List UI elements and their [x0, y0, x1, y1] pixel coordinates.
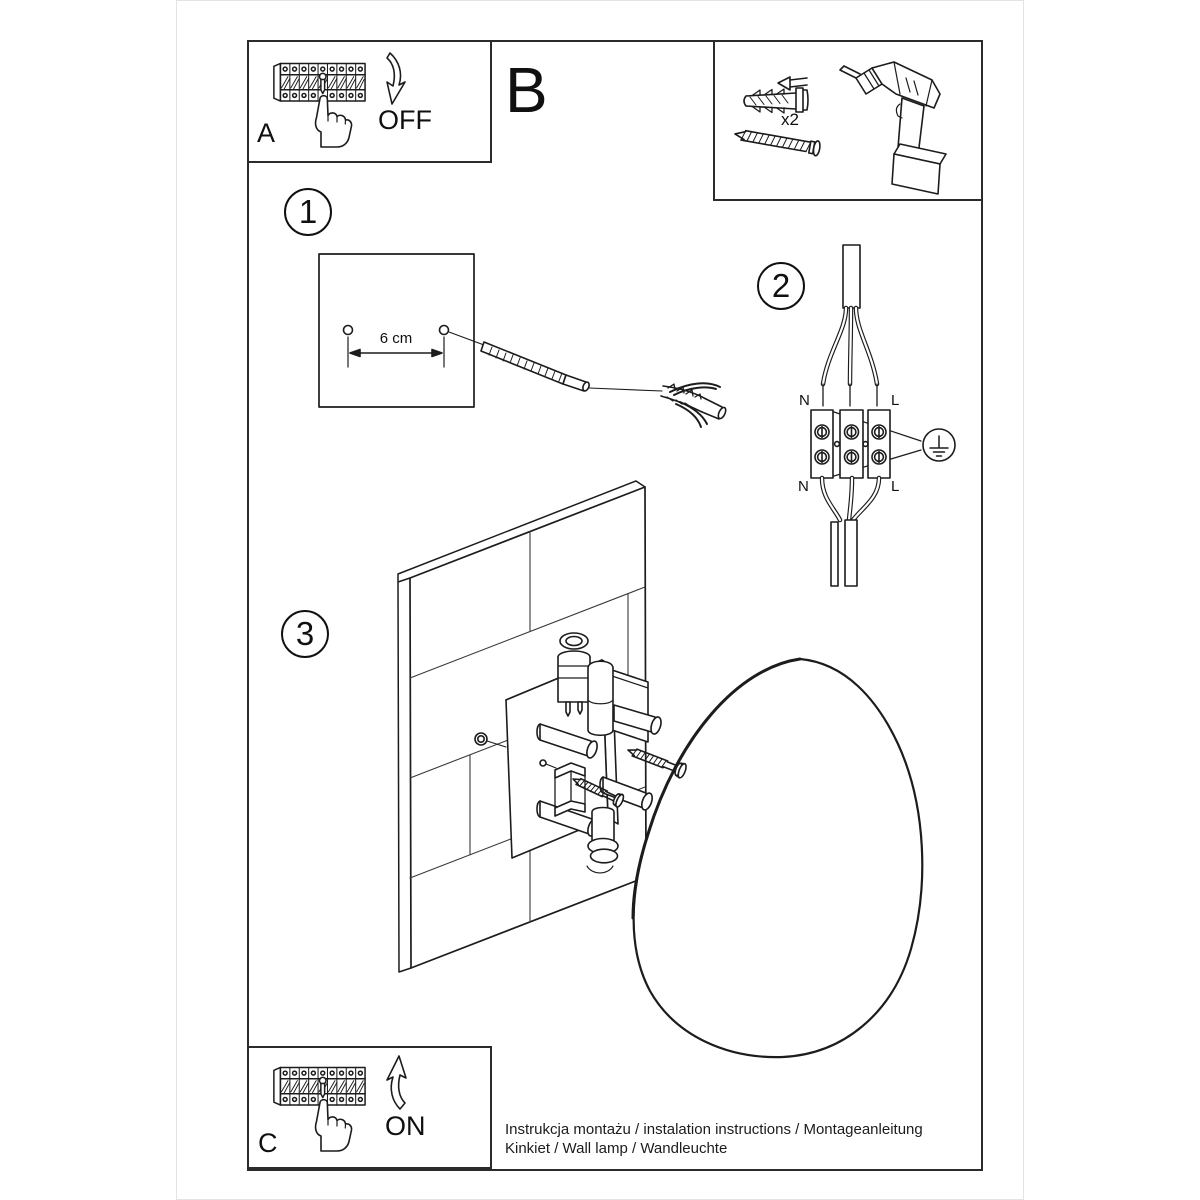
panel-a-label: A [257, 118, 276, 148]
step-1-badge: 1 [284, 188, 332, 236]
hand-press-a-icon [316, 96, 352, 147]
step-2-badge: 2 [757, 262, 805, 310]
panel-c-label: C [258, 1128, 278, 1158]
lamp-shade [633, 659, 922, 1057]
on-label: ON [385, 1111, 426, 1141]
terminal-n-top-label: N [799, 392, 810, 409]
terminal-l-bottom-label: L [891, 478, 900, 495]
bottom-socket-icon [588, 808, 618, 863]
anchor-count-label: x2 [781, 110, 799, 129]
step-3-badge: 3 [281, 610, 329, 658]
terminal-block [811, 410, 921, 478]
screw-icon [734, 127, 821, 157]
wall-plug-icon [589, 383, 727, 427]
footer-instructions-line: Instrukcja montażu / instalation instructions / Montageanleitung [505, 1121, 923, 1138]
footer-product-line: Kinkiet / Wall lamp / Wandleuchte [505, 1140, 728, 1157]
off-label: OFF [378, 105, 432, 135]
power-cable [823, 245, 877, 406]
breaker-panel-off-icon [274, 63, 365, 101]
terminal-l-top-label: L [891, 392, 900, 409]
hand-press-c-icon [316, 1100, 352, 1151]
drill-icon [840, 62, 946, 194]
section-b-label: B [505, 54, 548, 126]
insert-arrow-icon [778, 77, 790, 90]
arrow-up-on-icon [387, 1056, 406, 1109]
output-wires [822, 478, 879, 586]
terminal-n-bottom-label: N [798, 478, 809, 495]
ground-symbol-icon [923, 429, 955, 461]
socket-ring-icon [560, 633, 588, 649]
wall-anchor-icon [744, 77, 808, 113]
hole-spacing-label: 6 cm [379, 330, 413, 347]
arrow-down-off-icon [387, 53, 405, 104]
breaker-panel-on-icon [274, 1067, 365, 1105]
